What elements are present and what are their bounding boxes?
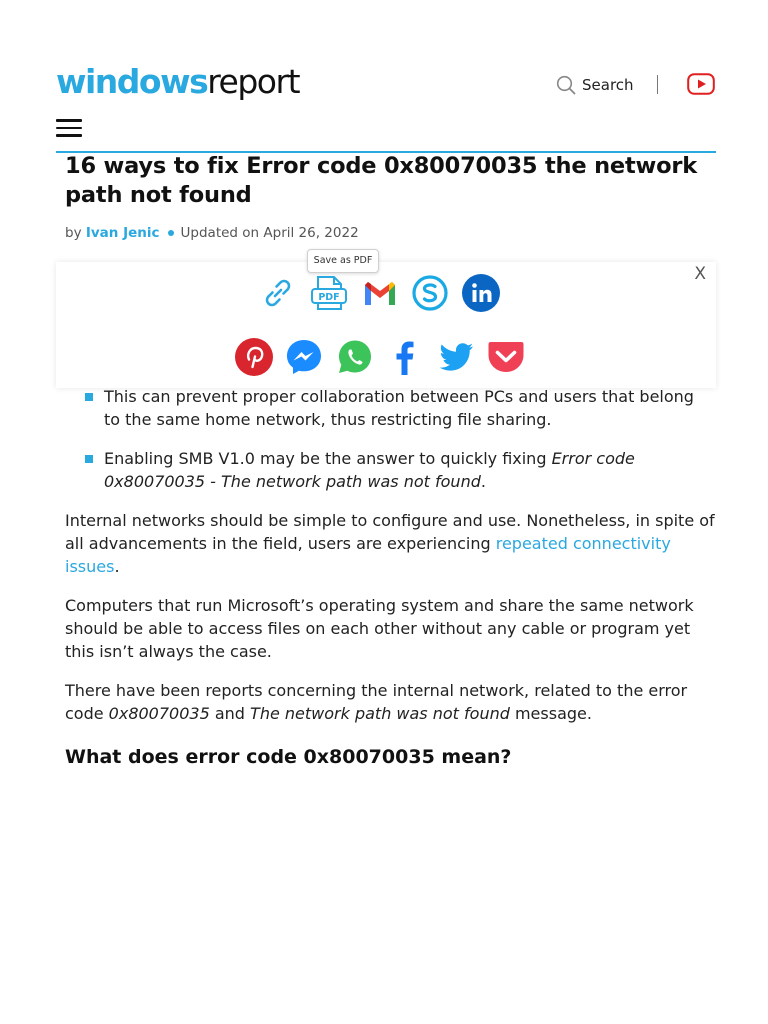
- share-bar: [56, 255, 716, 388]
- list-item: This can prevent proper collaboration between PCs and users that belong to the same home network, thus restricting file sharing.: [65, 385, 715, 431]
- linkedin-icon[interactable]: [461, 273, 501, 313]
- byline-dot: [168, 230, 174, 236]
- twitter-icon[interactable]: [436, 337, 476, 377]
- paragraph-3: There have been reports concerning the internal network, related to the error code 0x80070035 and The network path was not found message.: [65, 681, 688, 723]
- updated-date: Updated on April 26, 2022: [180, 225, 359, 241]
- repeated-connectivity-issues-link[interactable]: repeated connectivity issues: [65, 534, 671, 576]
- header-divider: [657, 75, 658, 94]
- facebook-icon[interactable]: [385, 337, 425, 377]
- article-body: [65, 385, 715, 770]
- whatsapp-icon[interactable]: [335, 337, 375, 377]
- close-share-button[interactable]: X: [694, 264, 706, 284]
- skype-icon[interactable]: [410, 273, 450, 313]
- section-heading: What does error code 0x80070035 mean?: [65, 746, 512, 768]
- pdf-icon[interactable]: [309, 273, 349, 313]
- pdf-icon-label: PDF: [318, 292, 340, 303]
- save-as-pdf-tooltip: Save as PDF: [307, 249, 379, 273]
- key-points-list: [65, 385, 715, 493]
- author-link[interactable]: Ivan Jenic: [85, 225, 160, 241]
- messenger-icon[interactable]: [284, 337, 324, 377]
- byline-by: by: [65, 225, 82, 241]
- byline: [65, 225, 359, 241]
- site-logo[interactable]: [56, 62, 299, 102]
- list-item: Enabling SMB V1.0 may be the answer to quickly fixing Error code 0x80070035 - The network path was not found.: [65, 447, 715, 493]
- pocket-icon[interactable]: [486, 337, 526, 377]
- logo-report: report: [207, 62, 300, 101]
- search-button[interactable]: [556, 74, 634, 96]
- link-icon[interactable]: [258, 273, 298, 313]
- paragraph-1: Internal networks should be simple to configure and use. Nonetheless, in spite of all advancements in the field, users are experiencing repeated connectivity issues.: [65, 511, 715, 576]
- youtube-icon[interactable]: [687, 73, 715, 95]
- paragraph-2: Computers that run Microsoft’s operating system and share the same network should be able to access files on each other without any cable or program yet this isn’t always the case.: [65, 596, 694, 661]
- article-title: 16 ways to fix Error code 0x80070035 the network path not found: [65, 153, 698, 208]
- gmail-icon[interactable]: [360, 273, 400, 313]
- logo-windows: windows: [56, 62, 208, 101]
- search-icon: [556, 75, 576, 95]
- search-label: Search: [582, 76, 634, 94]
- hamburger-menu-icon[interactable]: [56, 119, 82, 137]
- pinterest-icon[interactable]: [234, 337, 274, 377]
- site-header: [0, 0, 768, 155]
